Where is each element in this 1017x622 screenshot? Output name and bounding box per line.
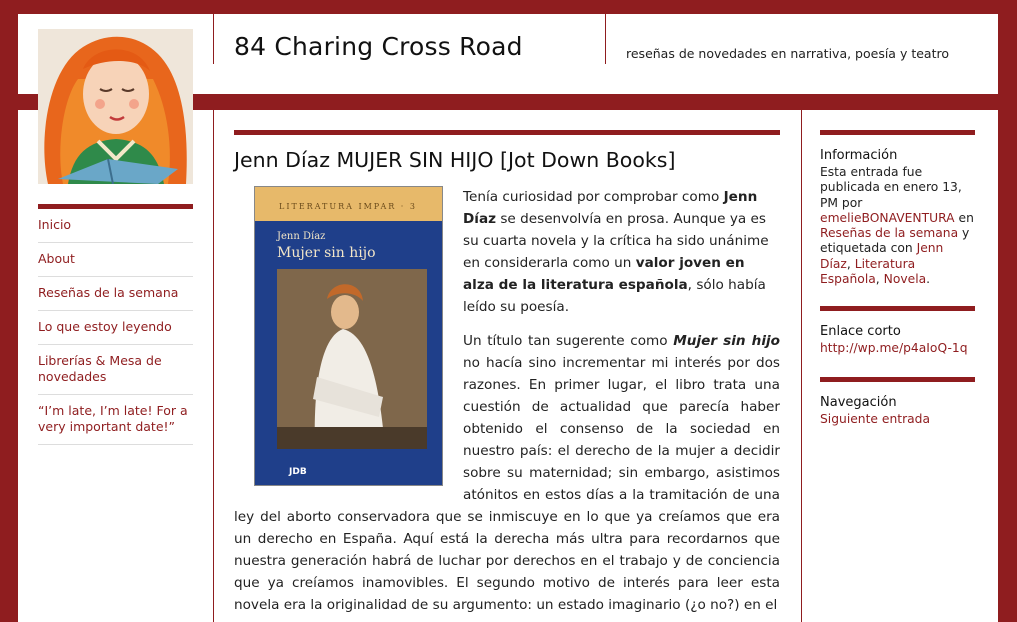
avatar-illustration xyxy=(38,29,193,184)
category-link[interactable]: Reseñas de la semana xyxy=(820,226,959,241)
site-title[interactable]: 84 Charing Cross Road xyxy=(234,32,523,61)
tag-link[interactable]: Literatura Española xyxy=(820,256,916,287)
book-cover-illustration xyxy=(255,187,442,485)
author-link[interactable]: emelieBONAVENTURA xyxy=(820,210,955,225)
sidebar-item-librerias[interactable]: Librerías & Mesa de novedades xyxy=(38,345,193,395)
widget-navegacion xyxy=(820,377,975,427)
sidebar-item-inicio[interactable]: Inicio xyxy=(38,209,193,243)
text-run: , sólo había leído su poesía. xyxy=(463,277,766,315)
widget-enlace-corto xyxy=(820,306,975,356)
sidebar-item-about[interactable]: About xyxy=(38,243,193,277)
sidebar-item-late[interactable]: “I’m late, I’m late! For a very important date!” xyxy=(38,395,193,445)
sidebar-item-leyendo[interactable]: Lo que estoy leyendo xyxy=(38,311,193,345)
widget-info-body xyxy=(820,165,975,287)
widget-title: Navegación xyxy=(820,395,897,410)
header-divider xyxy=(213,14,214,64)
text-run: se desenvolvía en prosa. Aunque ya es su cuarta novela y la crítica ha sido unánime en considerarla como un xyxy=(463,211,769,271)
site-tagline: reseñas de novedades en narrativa, poesía y teatro xyxy=(626,46,949,61)
cover-title: Mujer sin hijo xyxy=(277,245,376,261)
site-logo-avatar[interactable] xyxy=(38,29,193,184)
text-run: , xyxy=(846,256,855,271)
post-top-rule xyxy=(234,130,780,135)
highlight-bold: valor joven en alza de la literatura española xyxy=(463,255,745,293)
cover-author: Jenn Díaz xyxy=(277,231,326,242)
text-run: Esta entrada fue publicada en enero 13, PM por xyxy=(820,165,962,210)
text-run: en xyxy=(954,210,974,225)
cover-publisher: JDB xyxy=(289,467,307,477)
text-run: no hacía sino incrementar mi interés por dos razones. En primer lugar, el libro trata una cuestión de actualidad que parecía haber obtenido el consenso de la sociedad en nuestro país: el derecho de la mujer a decidir sobre su maternidad; sin embargo, asistimos atónitos en estos días a la tramitación de una ley del aborto conservadora que se inmiscuye en lo que ya creíamos que era un derecho en España. Aquí está la derecha más ultra para recordarnos que nuestra generación habrá de luchar por derechos en el trabajo y de conciencia que ya creíamos inamovibles. El segundo motivo de interés para leer esta novela era la originalidad de su argumento: un estado imaginario (¿o no?) en el xyxy=(234,355,780,613)
tag-link[interactable]: Jenn Díaz xyxy=(820,241,944,271)
text-run: . xyxy=(926,272,931,287)
post-title: Jenn Díaz MUJER SIN HIJO [Jot Down Books] xyxy=(234,148,676,172)
book-cover-image xyxy=(254,186,443,486)
text-run: y etiquetada con xyxy=(820,226,970,256)
author-name-bold: Jenn Díaz xyxy=(463,189,758,227)
cover-series: LITERATURA IMPAR · 3 xyxy=(279,202,417,211)
widget-informacion xyxy=(820,130,975,287)
widget-title: Información xyxy=(820,148,898,163)
text-run: Un título tan sugerente como xyxy=(463,333,674,349)
short-link[interactable]: http://wp.me/p4aIoQ-1q xyxy=(820,341,968,355)
next-post-link[interactable]: Siguiente entrada xyxy=(820,412,931,426)
tag-link[interactable]: Novela xyxy=(883,272,927,287)
text-run: , xyxy=(875,272,884,287)
book-title-bold-italic: Mujer sin hijo xyxy=(673,333,780,349)
text-run: Tenía curiosidad por comprobar como xyxy=(463,189,724,205)
widget-title: Enlace corto xyxy=(820,324,901,339)
sidebar-item-resenas[interactable]: Reseñas de la semana xyxy=(38,277,193,311)
header-divider xyxy=(605,14,606,64)
sidebar-nav xyxy=(38,204,193,445)
